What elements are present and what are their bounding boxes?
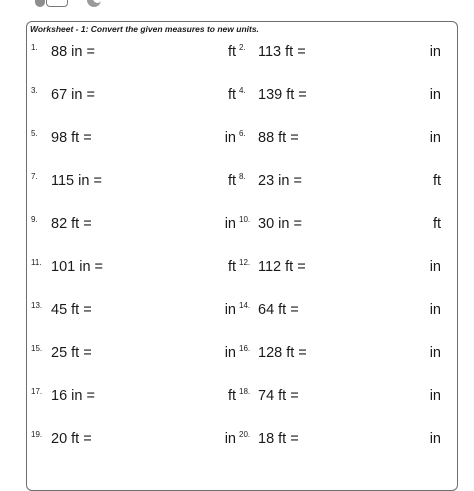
problem-unit: in (429, 431, 441, 447)
problem-11 (31, 258, 236, 280)
problem-unit: in (429, 259, 441, 275)
problem-12 (239, 258, 441, 280)
problem-expression: 88 in = (51, 44, 95, 60)
problem-4 (239, 86, 441, 108)
problem-unit: ft (227, 173, 236, 189)
problem-15 (31, 344, 236, 366)
problem-number: 8. (239, 172, 246, 181)
frame-icon (46, 0, 68, 7)
problem-2 (239, 43, 441, 65)
problem-unit: in (429, 345, 441, 361)
problem-expression: 18 ft = (258, 431, 299, 447)
problem-number: 2. (239, 43, 246, 52)
problem-unit: in (429, 87, 441, 103)
problem-3 (31, 86, 236, 108)
problem-expression: 128 ft = (258, 345, 307, 361)
problem-expression: 67 in = (51, 87, 95, 103)
problem-number: 20. (239, 430, 251, 439)
problem-expression: 82 ft = (51, 216, 92, 232)
problem-expression: 101 in = (51, 259, 104, 275)
problem-unit: ft (227, 44, 236, 60)
problem-5 (31, 129, 236, 151)
problem-unit: in (429, 388, 441, 404)
problem-9 (31, 215, 236, 237)
problem-20 (239, 430, 441, 452)
worksheet-title: Worksheet - 1: Convert the given measures to new units. (30, 24, 259, 34)
problem-16 (239, 344, 441, 366)
problem-expression: 64 ft = (258, 302, 299, 318)
problem-unit: ft (227, 259, 236, 275)
problem-number: 13. (31, 301, 43, 310)
problem-expression: 112 ft = (258, 259, 306, 275)
problem-unit: in (224, 130, 236, 146)
problem-unit: ft (227, 87, 236, 103)
problem-expression: 30 in = (258, 216, 302, 232)
problem-10 (239, 215, 441, 237)
problem-number: 14. (239, 301, 251, 310)
problem-unit: in (429, 302, 441, 318)
problem-1 (31, 43, 236, 65)
problem-14 (239, 301, 441, 323)
problem-unit: in (224, 302, 236, 318)
tab-icon (35, 0, 45, 7)
problem-19 (31, 430, 236, 452)
problem-expression: 113 ft = (258, 44, 306, 60)
problem-number: 15. (31, 344, 43, 353)
problem-expression: 25 ft = (51, 345, 92, 361)
problem-number: 1. (31, 43, 38, 52)
problem-unit: in (429, 44, 441, 60)
problem-6 (239, 129, 441, 151)
problem-expression: 74 ft = (258, 388, 299, 404)
problem-17 (31, 387, 236, 409)
problem-number: 12. (239, 258, 251, 267)
problem-number: 17. (31, 387, 43, 396)
problem-number: 7. (31, 172, 38, 181)
problem-number: 6. (239, 129, 246, 138)
problem-unit: in (429, 130, 441, 146)
problem-unit: ft (432, 216, 441, 232)
problem-number: 18. (239, 387, 251, 396)
problem-18 (239, 387, 441, 409)
problem-unit: ft (432, 173, 441, 189)
problem-number: 11. (31, 258, 42, 267)
problem-number: 9. (31, 215, 38, 224)
problem-number: 5. (31, 129, 38, 138)
problem-expression: 98 ft = (51, 130, 92, 146)
problem-number: 19. (31, 430, 43, 439)
problem-expression: 20 ft = (51, 431, 92, 447)
problem-expression: 115 in = (51, 173, 102, 189)
problem-7 (31, 172, 236, 194)
worksheet-panel (26, 21, 458, 491)
problem-number: 4. (239, 86, 246, 95)
problem-number: 10. (239, 215, 251, 224)
globe-icon (87, 0, 101, 7)
problem-8 (239, 172, 441, 194)
problem-expression: 23 in = (258, 173, 302, 189)
problem-number: 16. (239, 344, 251, 353)
problem-expression: 139 ft = (258, 87, 307, 103)
problem-13 (31, 301, 236, 323)
problem-expression: 16 in = (51, 388, 95, 404)
problem-unit: in (224, 345, 236, 361)
problem-unit: in (224, 216, 236, 232)
problem-expression: 88 ft = (258, 130, 299, 146)
problem-unit: in (224, 431, 236, 447)
problem-number: 3. (31, 86, 38, 95)
problem-unit: ft (227, 388, 236, 404)
problem-expression: 45 ft = (51, 302, 92, 318)
